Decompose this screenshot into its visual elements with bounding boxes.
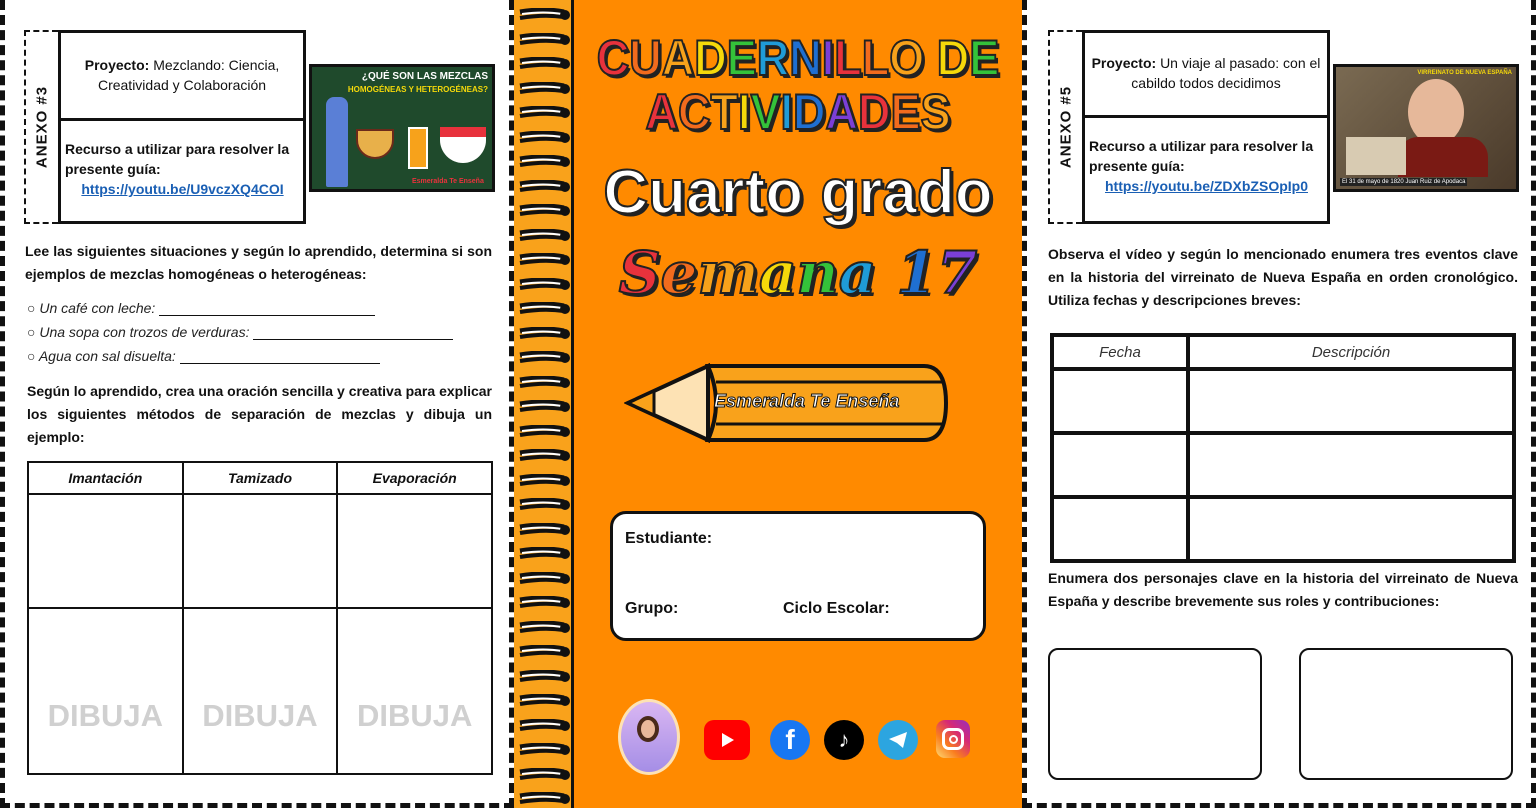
- project-box: Proyecto: Mezclando: Ciencia, Creatividad y Colaboración: [58, 30, 306, 121]
- sentence-cell[interactable]: [337, 494, 492, 608]
- draw-cell[interactable]: DIBUJA: [28, 608, 183, 774]
- title-letter: e: [660, 239, 698, 307]
- spiral-ring: [518, 621, 570, 633]
- spiral-ring: [518, 425, 570, 437]
- spiral-ring: [518, 253, 570, 265]
- spiral-binding: [514, 0, 574, 808]
- title-letter: D: [694, 30, 727, 86]
- spiral-ring: [518, 694, 570, 706]
- description-cell[interactable]: [1188, 433, 1514, 497]
- avatar: [618, 699, 680, 775]
- title-letter: m: [697, 239, 759, 307]
- title-letter: E: [890, 84, 921, 140]
- spiral-ring: [518, 596, 570, 608]
- spiral-ring: [518, 498, 570, 510]
- spiral-ring: [518, 547, 570, 559]
- title-letter: S: [920, 84, 951, 140]
- title-letter: a: [838, 239, 877, 307]
- resource-link[interactable]: https://youtu.be/U9vczXQ4COI: [81, 181, 284, 197]
- video-thumbnail[interactable]: ¿QUÉ SON LAS MEZCLAS HOMOGÉNEAS Y HETEROGÉNEAS? Esmeralda Te Enseña: [309, 64, 495, 192]
- title-letter: O: [889, 30, 925, 86]
- title-letter: T: [710, 84, 738, 140]
- week-title: [574, 240, 1022, 306]
- description-cell[interactable]: [1188, 497, 1514, 561]
- title-letter: D: [792, 84, 826, 140]
- answer-line[interactable]: [159, 302, 375, 316]
- date-cell[interactable]: [1052, 497, 1188, 561]
- telegram-icon[interactable]: [878, 720, 918, 760]
- spiral-ring: [518, 8, 570, 20]
- list-item: ○ Una sopa con trozos de verduras:: [27, 324, 453, 340]
- title-letter: S: [618, 239, 661, 307]
- title-letter: n: [796, 239, 839, 307]
- spiral-ring: [518, 131, 570, 143]
- fruit-bowl-icon: [440, 127, 486, 163]
- title-letter: D: [857, 84, 891, 140]
- spiral-ring: [518, 572, 570, 584]
- resource-link[interactable]: https://youtu.be/ZDXbZSOpIp0: [1105, 178, 1308, 194]
- spiral-ring: [518, 204, 570, 216]
- spiral-ring: [518, 82, 570, 94]
- tiktok-icon[interactable]: ♪: [824, 720, 864, 760]
- title-letter: L: [834, 30, 862, 86]
- title-letter: A: [825, 84, 858, 140]
- spiral-ring: [518, 376, 570, 388]
- cover: [574, 0, 1022, 808]
- video-thumbnail[interactable]: VIRREINATO DE NUEVA ESPAÑA El 31 de mayo de 1820 Juan Ruiz de Apodaca: [1333, 64, 1519, 192]
- cover-title-line2: [596, 86, 999, 138]
- spiral-ring: [518, 57, 570, 69]
- spiral-ring: [518, 278, 570, 290]
- title-letter: E: [969, 30, 1000, 86]
- anexo-label: ANEXO #5: [1048, 30, 1082, 224]
- title-letter: D: [936, 30, 970, 86]
- spiral-ring: [518, 792, 570, 804]
- spiral-ring: [518, 327, 570, 339]
- spiral-ring: [518, 33, 570, 45]
- character-figure: [326, 97, 348, 187]
- bowl-icon: [356, 129, 394, 159]
- spiral-ring: [518, 719, 570, 731]
- separation-methods-table: Imantación Tamizado Evaporación DIBUJA DIBUJA DIBUJA: [27, 461, 493, 775]
- spiral-ring: [518, 400, 570, 412]
- spiral-ring: [518, 180, 570, 192]
- cover-title-line1: [596, 32, 999, 84]
- title-letter: V: [750, 84, 781, 140]
- draw-cell[interactable]: DIBUJA: [337, 608, 492, 774]
- spiral-ring: [518, 351, 570, 363]
- list-item: ○ Agua con sal disuelta:: [27, 348, 380, 364]
- portrait: [1408, 79, 1464, 145]
- title-letter: I: [821, 30, 835, 86]
- facebook-icon[interactable]: f: [770, 720, 810, 760]
- student-form: Estudiante: Grupo: Ciclo Escolar:: [610, 511, 986, 641]
- title-letter: C: [677, 84, 711, 140]
- title-letter: N: [789, 30, 822, 86]
- spiral-ring: [518, 449, 570, 461]
- title-letter: L: [861, 30, 890, 86]
- left-page: ANEXO #3 Proyecto: Mezclando: Ciencia, Creatividad y Colaboración Recurso a utilizar para resolver la presente guía: https://youtu.be/U9vczXQ4COI ¿QUÉ SON LAS MEZCLAS HOMOGÉNEAS Y HETEROGÉNEAS? Esmeralda Te Enseña Lee las siguientes situaciones y según lo aprendido, determina si son ejemplos de mezclas homogéneas o heterogéneas: ○ Un café con leche: ○ Una sopa con trozos de verduras: ○ Agua con sal disuelta: Según lo aprendido, crea una oración sencilla y creativa para explicar los siguientes métodos de separación de mezclas y dibuja un ejemplo: Imantación Tamizado Evaporación DIBUJA DIBUJA DIBUJA: [0, 0, 514, 808]
- spiral-ring: [518, 743, 570, 755]
- sentence-cell[interactable]: [28, 494, 183, 608]
- spiral-ring: [518, 106, 570, 118]
- title-letter: C: [596, 30, 630, 86]
- spiral-ring: [518, 155, 570, 167]
- date-cell[interactable]: [1052, 369, 1188, 433]
- title-letter: E: [726, 30, 757, 86]
- character-box-1[interactable]: [1048, 648, 1262, 780]
- instagram-icon[interactable]: [936, 720, 970, 758]
- date-cell[interactable]: [1052, 433, 1188, 497]
- title-letter: [924, 30, 937, 86]
- title-letter: I: [737, 84, 751, 140]
- title-letter: a: [758, 239, 797, 307]
- title-letter: A: [645, 84, 678, 140]
- resource-box: Recurso a utilizar para resolver la presente guía: https://youtu.be/U9vczXQ4COI: [58, 118, 306, 224]
- right-page: ANEXO #5 Proyecto: Un viaje al pasado: con el cabildo todos decidimos Recurso a utilizar para resolver la presente guía: https://youtu.be/ZDXbZSOpIp0 VIRREINATO DE NUEVA ESPAÑA El 31 de mayo de 1820 Juan Ruiz de Apodaca Observa el vídeo y según lo mencionado enumera tres eventos clave en la historia del virreinato de Nueva España en orden cronológico. Utiliza fechas y descripciones breves: Fecha Descripción Enumera dos personajes clave en la historia del virreinato de Nueva España y describe brevemente sus roles y contribuciones:: [1022, 0, 1536, 808]
- list-item: ○ Un café con leche:: [27, 300, 375, 316]
- description-cell[interactable]: [1188, 369, 1514, 433]
- title-letter: [876, 239, 896, 307]
- title-letter: 7: [936, 239, 978, 307]
- brand-label: Esmeralda Te Enseña: [714, 391, 900, 411]
- character-box-2[interactable]: [1299, 648, 1513, 780]
- title-letter: R: [756, 30, 790, 86]
- events-table: Fecha Descripción: [1050, 333, 1516, 563]
- spiral-ring: [518, 229, 570, 241]
- anexo-label: ANEXO #3: [24, 30, 58, 224]
- juice-icon: [408, 127, 428, 169]
- spiral-ring: [518, 302, 570, 314]
- answer-line[interactable]: [253, 326, 453, 340]
- title-letter: 1: [896, 239, 937, 307]
- spiral-ring: [518, 523, 570, 535]
- title-letter: A: [661, 30, 695, 86]
- title-letter: U: [629, 30, 662, 86]
- title-letter: I: [780, 84, 793, 140]
- answer-line[interactable]: [180, 350, 380, 364]
- spiral-ring: [518, 645, 570, 657]
- draw-cell[interactable]: DIBUJA: [183, 608, 338, 774]
- spiral-ring: [518, 768, 570, 780]
- spiral-ring: [518, 670, 570, 682]
- resource-box: Recurso a utilizar para resolver la presente guía: https://youtu.be/ZDXbZSOpIp0: [1082, 115, 1330, 224]
- sentence-cell[interactable]: [183, 494, 338, 608]
- project-box: Proyecto: Un viaje al pasado: con el cabildo todos decidimos: [1082, 30, 1330, 118]
- grade-title: Cuarto grado: [603, 158, 993, 227]
- youtube-icon[interactable]: [704, 720, 750, 760]
- spiral-ring: [518, 474, 570, 486]
